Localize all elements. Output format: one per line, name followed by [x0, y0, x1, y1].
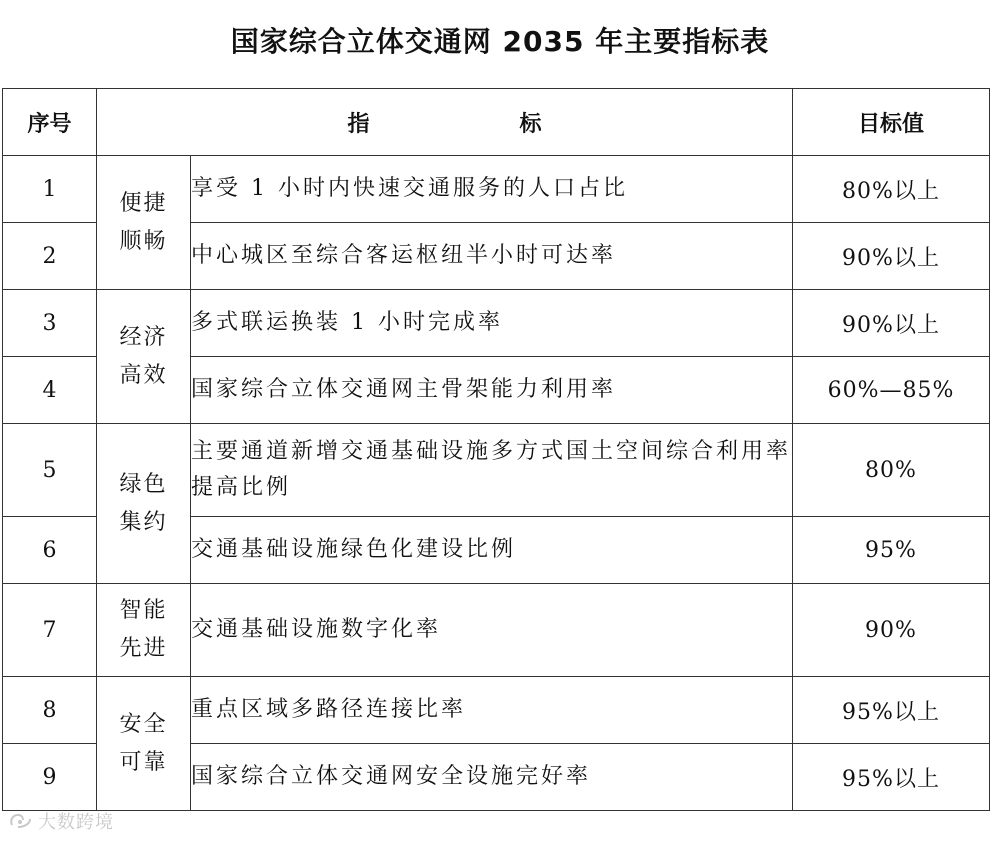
- watermark-text: 大数跨境: [38, 812, 114, 833]
- header-target: 目标值: [793, 89, 990, 156]
- category-cell: [97, 156, 191, 290]
- row-target: 80%以上: [793, 156, 990, 223]
- row-target: 95%以上: [793, 677, 990, 744]
- row-seq: 5: [3, 424, 97, 517]
- category-line: 经济: [119, 324, 168, 350]
- indicator-table: [2, 88, 990, 811]
- table-title: 国家综合立体交通网 2035 年主要指标表: [230, 25, 770, 58]
- row-indicator: 重点区域多路径连接比率: [191, 677, 793, 744]
- row-indicator: 多式联运换装 1 小时完成率: [191, 290, 793, 357]
- row-seq: 7: [3, 584, 97, 677]
- category-line: 集约: [119, 509, 168, 535]
- table-header-row: [3, 89, 990, 156]
- category-cell: [97, 424, 191, 584]
- table-row: [3, 424, 990, 517]
- row-target: 90%以上: [793, 290, 990, 357]
- category-cell: [97, 677, 191, 811]
- category-line: 便捷: [119, 190, 168, 216]
- row-target: 95%以上: [793, 744, 990, 811]
- row-indicator: 交通基础设施数字化率: [191, 584, 793, 677]
- row-target: 90%: [793, 584, 990, 677]
- category-line: 顺畅: [119, 228, 168, 254]
- table-row: [3, 290, 990, 357]
- category-line: 可靠: [119, 749, 168, 775]
- row-indicator: 主要通道新增交通基础设施多方式国土空间综合利用率提高比例: [191, 424, 793, 517]
- row-seq: 2: [3, 223, 97, 290]
- header-indicator-left: 指: [347, 111, 370, 137]
- row-indicator: 享受 1 小时内快速交通服务的人口占比: [191, 156, 793, 223]
- row-seq: 4: [3, 357, 97, 424]
- category-line: 安全: [119, 711, 168, 737]
- row-seq: 3: [3, 290, 97, 357]
- category-cell: [97, 584, 191, 677]
- row-seq: 1: [3, 156, 97, 223]
- row-indicator: 国家综合立体交通网安全设施完好率: [191, 744, 793, 811]
- category-line: 智能: [119, 598, 168, 623]
- row-target: 60%—85%: [793, 357, 990, 424]
- watermark: [8, 808, 114, 834]
- row-target: 95%: [793, 517, 990, 584]
- category-line: 高效: [119, 362, 168, 388]
- row-seq: 6: [3, 517, 97, 584]
- header-indicator-right: 标: [519, 111, 542, 137]
- category-line: 先进: [119, 636, 168, 661]
- category-line: 绿色: [119, 471, 168, 497]
- category-cell: [97, 290, 191, 424]
- row-indicator: 交通基础设施绿色化建设比例: [191, 517, 793, 584]
- header-indicator: [97, 89, 793, 156]
- table-row: [3, 584, 990, 677]
- watermark-logo-icon: [8, 811, 34, 831]
- row-target: 90%以上: [793, 223, 990, 290]
- row-target: 80%: [793, 424, 990, 517]
- table-row: [3, 677, 990, 744]
- row-indicator: 国家综合立体交通网主骨架能力利用率: [191, 357, 793, 424]
- header-seq: 序号: [3, 89, 97, 156]
- row-seq: 8: [3, 677, 97, 744]
- table-row: [3, 156, 990, 223]
- row-seq: 9: [3, 744, 97, 811]
- row-indicator: 中心城区至综合客运枢纽半小时可达率: [191, 223, 793, 290]
